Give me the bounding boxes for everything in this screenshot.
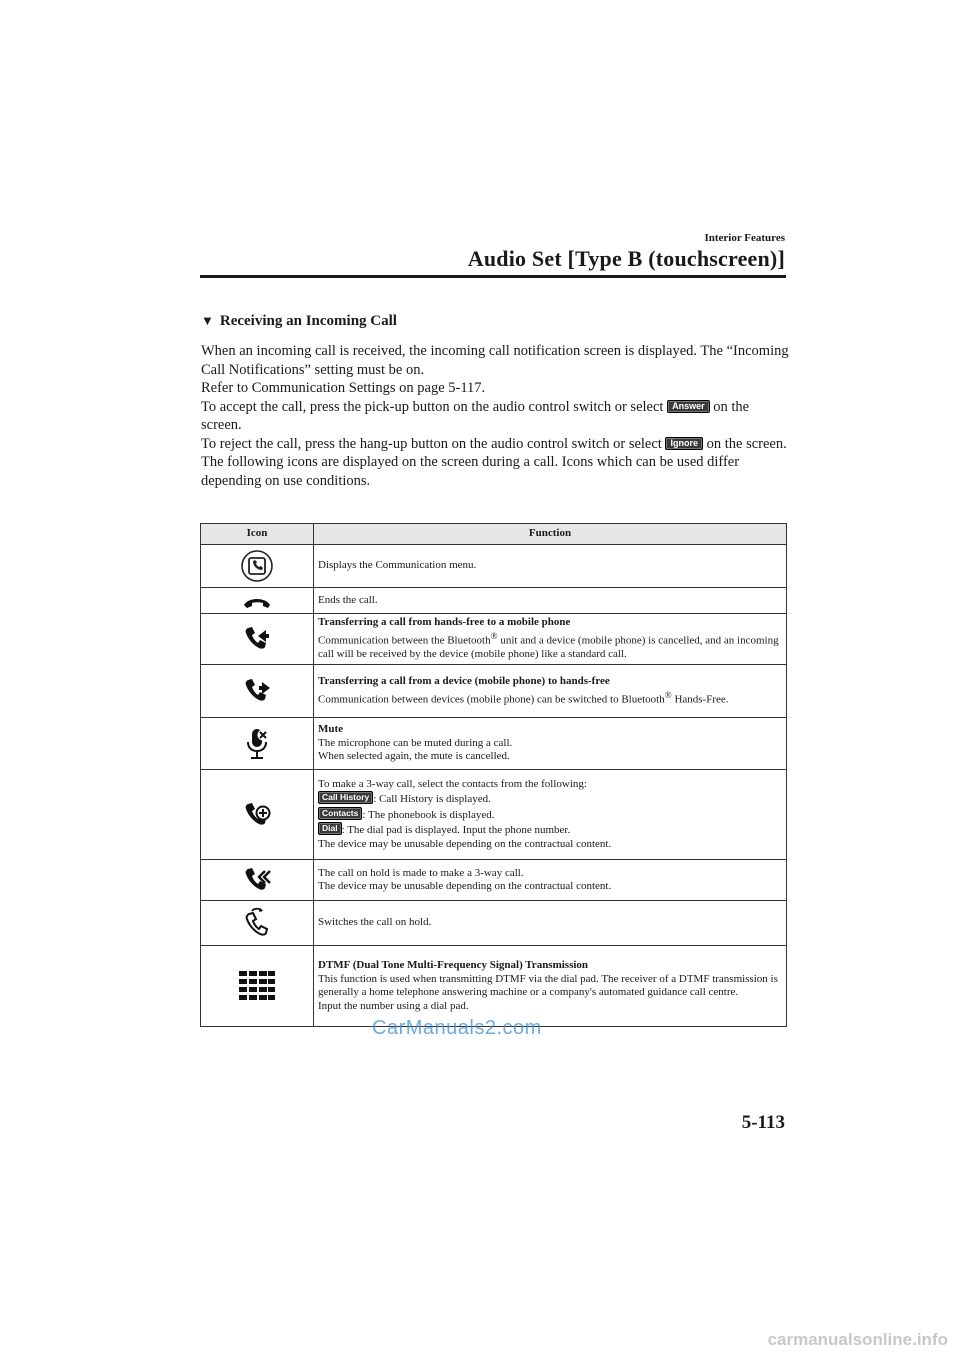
body-text <box>201 342 791 490</box>
function-text: : The dial pad is displayed. Input the phone number. <box>341 824 571 837</box>
call-history-button[interactable]: Call History <box>318 791 373 804</box>
table-row <box>201 588 787 614</box>
hold-call-icon[interactable] <box>240 905 274 941</box>
option-line <box>318 791 782 807</box>
function-text: Displays the Communication menu. <box>318 559 477 572</box>
table-row <box>201 718 787 770</box>
paragraph-text: To reject the call, press the hang-up button on the audio control switch or select <box>201 435 666 452</box>
option-line <box>318 822 782 838</box>
option-line <box>318 807 782 823</box>
footer-site-watermark: carmanualsonline.info <box>767 1330 948 1349</box>
icon-function-table <box>200 523 787 1027</box>
transfer-to-handsfree-icon[interactable] <box>240 674 274 708</box>
function-cell <box>314 614 787 665</box>
function-cell <box>314 946 787 1027</box>
function-title: Transferring a call from hands-free to a mobile phone <box>318 616 571 629</box>
function-text: unit and a device (mobile phone) is cancelled, and an incoming call will be received by the device (mobile phone) like a standard call. <box>318 634 779 661</box>
function-cell <box>314 665 787 718</box>
function-text: This function is used when transmitting DTMF via the dial pad. The receiver of a DTMF transmission is generally a home telephone answering machine or a company's automated guidance call centre. <box>318 972 778 998</box>
table-row <box>201 545 787 588</box>
function-text: The call on hold is made to make a 3-way call. <box>318 866 524 879</box>
paragraph-text: To accept the call, press the pick-up button on the audio control switch or select <box>201 398 668 415</box>
dial-button[interactable]: Dial <box>318 822 342 835</box>
paragraph: When an incoming call is received, the incoming call notification screen is displayed. The “Incoming Call Notifications” setting must be on. <box>201 343 789 378</box>
function-text: When selected again, the mute is cancelled. <box>318 750 510 763</box>
page-number: 5-113 <box>741 1112 785 1133</box>
table-header-icon: Icon <box>201 524 314 545</box>
function-text: : The phonebook is displayed. <box>362 808 495 821</box>
paragraph: Refer to Communication Settings on page 5-117. <box>201 380 486 396</box>
table-header-row <box>201 524 787 545</box>
header-rule <box>200 275 786 278</box>
table-row <box>201 770 787 860</box>
paragraph <box>201 398 791 435</box>
table-row <box>201 665 787 718</box>
function-cell <box>314 545 787 588</box>
function-text: Input the number using a dial pad. <box>318 999 469 1012</box>
function-title: Mute <box>318 723 344 736</box>
function-description <box>318 630 782 662</box>
function-text: The device may be unusable depending on the contractual content. <box>318 880 612 892</box>
function-title: DTMF (Dual Tone Multi-Frequency Signal) Transmission <box>318 959 589 971</box>
function-text: Switches the call on hold. <box>318 916 432 929</box>
ignore-button[interactable]: Ignore <box>665 437 703 450</box>
paragraph-text: on the screen. <box>201 398 750 433</box>
add-call-icon[interactable] <box>240 798 274 832</box>
function-description <box>318 689 782 707</box>
section-heading-text: Receiving an Incoming Call <box>219 313 397 329</box>
section-heading <box>201 313 397 330</box>
function-text: : Call History is displayed. <box>373 793 491 806</box>
function-text: Communication between the Bluetooth <box>318 634 491 647</box>
table-row <box>201 614 787 665</box>
communication-menu-icon[interactable] <box>240 549 274 583</box>
function-text: Communication between devices (mobile phone) can be switched to Bluetooth <box>318 693 665 706</box>
function-text: The device may be unusable depending on the contractual content. <box>318 837 612 850</box>
table-row <box>201 946 787 1027</box>
triangle-down-icon: ▼ <box>201 313 214 328</box>
page-title: Audio Set [Type B (touchscreen)] <box>467 246 785 271</box>
function-title: Transferring a call from a device (mobile phone) to hands-free <box>318 675 610 688</box>
transfer-to-phone-icon[interactable] <box>240 622 274 656</box>
table-row <box>201 901 787 946</box>
function-cell <box>314 860 787 901</box>
keypad-icon[interactable] <box>238 970 276 1002</box>
merge-call-icon[interactable] <box>240 863 274 897</box>
mute-icon[interactable] <box>242 726 272 762</box>
paragraph-text: on the screen. <box>702 435 787 452</box>
function-cell <box>314 718 787 770</box>
function-text: Ends the call. <box>318 593 378 606</box>
function-text: To make a 3-way call, select the contacts from the following: <box>318 777 587 790</box>
table-row <box>201 860 787 901</box>
registered-mark: ® <box>664 689 672 700</box>
header-section-label: Interior Features <box>704 232 785 244</box>
function-cell <box>314 770 787 860</box>
paragraph: The following icons are displayed on the screen during a call. Icons which can be used differ depending on use conditions. <box>201 454 740 489</box>
function-text: The microphone can be muted during a call. <box>318 736 513 749</box>
registered-mark: ® <box>490 630 498 641</box>
watermark: CarManuals2.com <box>372 1017 542 1039</box>
function-text: Hands-Free. <box>671 693 729 706</box>
contacts-button[interactable]: Contacts <box>318 807 362 820</box>
function-cell <box>314 588 787 614</box>
table-header-function: Function <box>314 524 787 545</box>
answer-button[interactable]: Answer <box>667 400 710 413</box>
end-call-icon[interactable] <box>242 593 272 609</box>
paragraph <box>201 435 791 454</box>
function-cell <box>314 901 787 946</box>
